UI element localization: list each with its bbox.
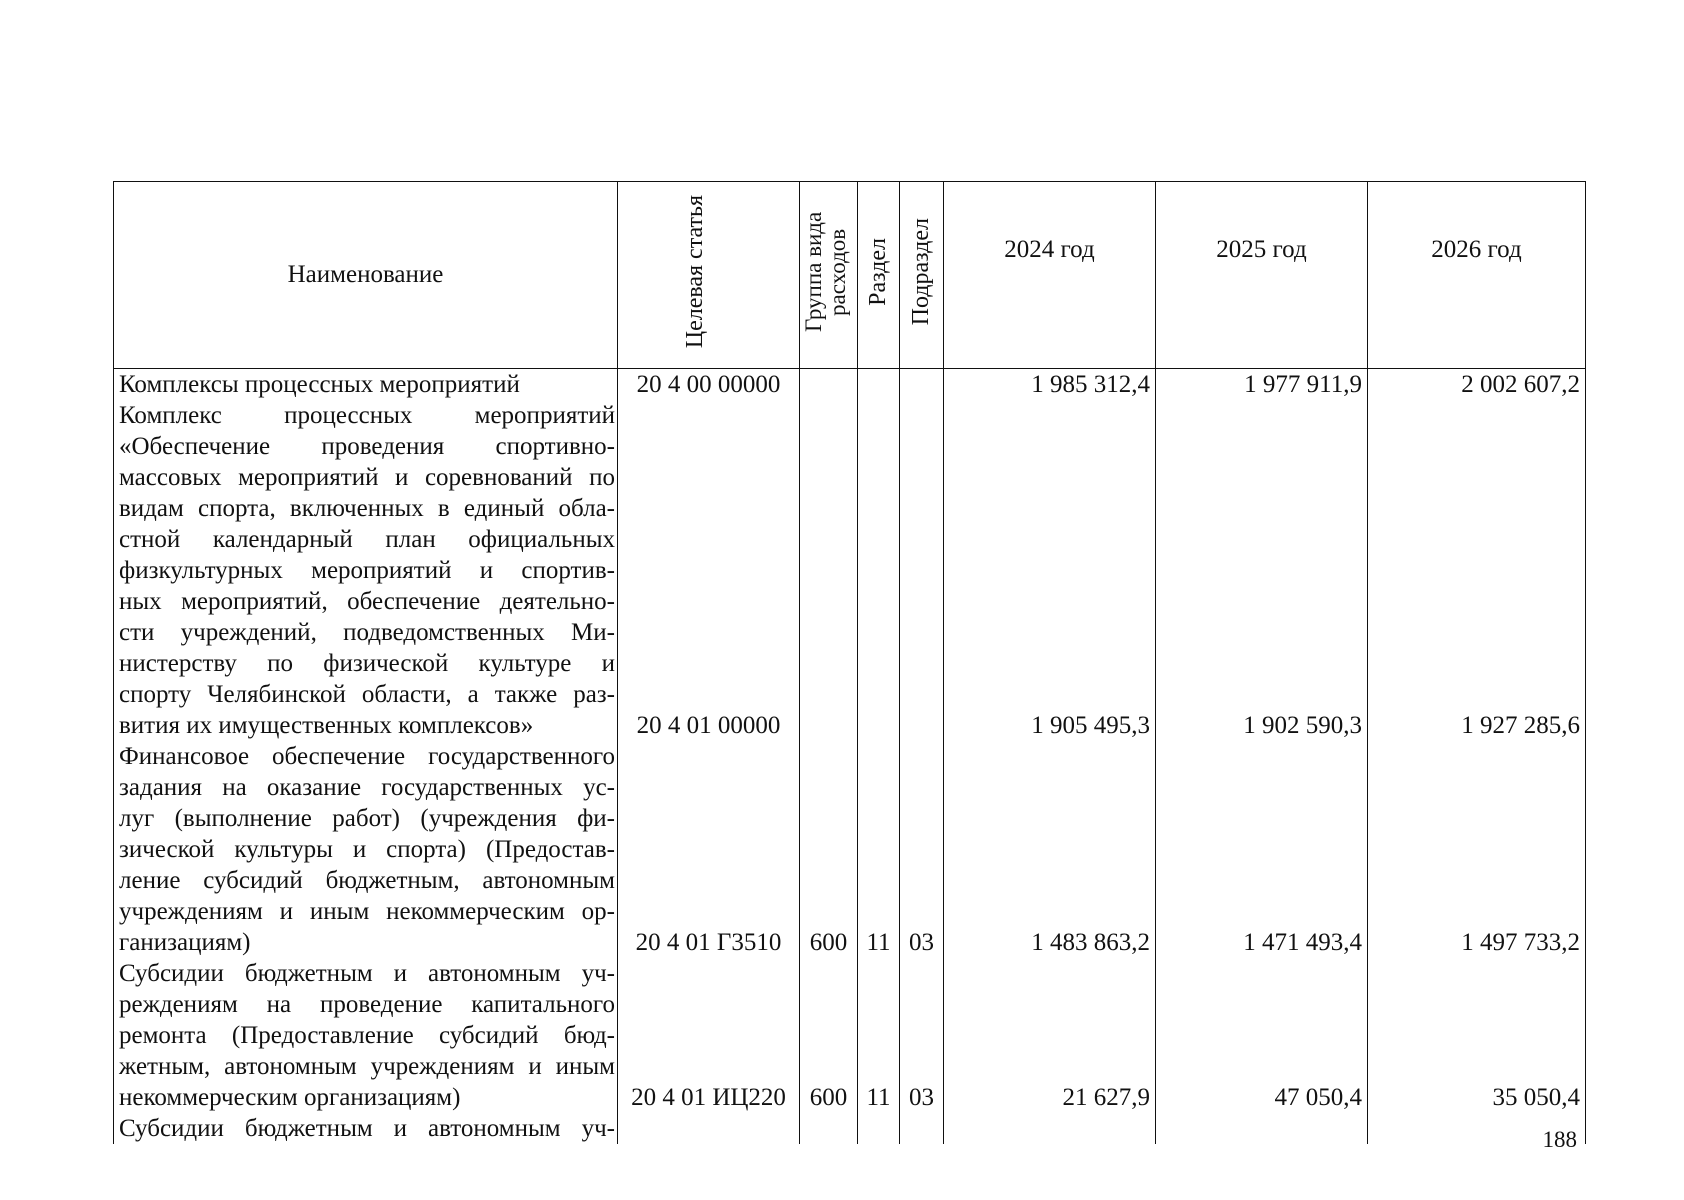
- y2025-column: [1156, 369, 1368, 1145]
- target-cell: 20 4 01 00000: [636, 712, 781, 739]
- amount-cell: 35 050,4: [1492, 1084, 1580, 1111]
- name-para-3: Финансовое обеспечение государственного задания на оказание государственных ус- луг (выполнение работ) (учреждения фи- зической культуры и спорта) (Предостав- ление субсидий бюджетным, автономным учреждениям и иным некоммерческим ор- ганизациям): [119, 743, 615, 956]
- amount-cell: 1 977 911,9: [1244, 371, 1362, 398]
- y2024-column: [944, 369, 1156, 1145]
- subsection-column: [900, 369, 944, 1145]
- subsection-cell: 03: [909, 929, 934, 956]
- target-cell: 20 4 01 ИЦ220: [631, 1084, 786, 1111]
- amount-cell: 1 902 590,3: [1243, 712, 1362, 739]
- header-2024: 2024 год: [944, 182, 1156, 369]
- amount-cell: 1 483 863,2: [1031, 929, 1150, 956]
- body-row: [114, 369, 1586, 1145]
- header-name: Наименование: [114, 182, 618, 369]
- header-section: Раздел: [858, 182, 900, 369]
- header-row: [114, 182, 1586, 369]
- amount-cell: 1 471 493,4: [1243, 929, 1362, 956]
- group-column: [800, 369, 858, 1145]
- header-2025: 2025 год: [1156, 182, 1368, 369]
- amount-cell: 1 927 285,6: [1461, 712, 1580, 739]
- name-column: [114, 369, 618, 1145]
- section-cell: 11: [866, 1084, 891, 1111]
- group-cell: 600: [809, 929, 848, 956]
- group-cell: 600: [809, 1084, 848, 1111]
- name-para-4: Субсидии бюджетным и автономным уч- реждениям на проведение капитального ремонта (Предоставление субсидий бюд- жетным, автономным учреждениям и иным некоммерческим организациям): [119, 960, 615, 1111]
- amount-cell: 2 002 607,2: [1461, 371, 1580, 398]
- page-number: 188: [1542, 1127, 1577, 1152]
- amount-cell: 1 497 733,2: [1461, 929, 1580, 956]
- header-subsection: Подраздел: [900, 182, 944, 369]
- y2026-column: [1368, 369, 1586, 1145]
- target-column: [618, 369, 800, 1145]
- amount-cell: 1 985 312,4: [1031, 371, 1150, 398]
- amount-cell: 21 627,9: [1062, 1084, 1150, 1111]
- amount-cell: 47 050,4: [1274, 1084, 1362, 1111]
- header-target: Целевая статья: [618, 182, 800, 369]
- name-para-2: Комплекс процессных мероприятий «Обеспечение проведения спортивно- массовых мероприятий и соревнований по видам спорта, включенных в единый обла- стной календарный план официальных физкультурных мероприятий и спортив- ных мероприятий, обеспечение деятельно- сти учреждений, подведомственных Ми- нистерству по физической культуре и спорту Челябинской области, а также раз- вития их имущественных комплексов»: [119, 402, 615, 739]
- target-cell: 20 4 01 Г3510: [635, 929, 782, 956]
- budget-table: [113, 181, 1586, 1144]
- header-group: Группа вида расходов: [800, 182, 858, 369]
- amount-cell: 1 905 495,3: [1031, 712, 1150, 739]
- subsection-cell: 03: [909, 1084, 934, 1111]
- name-para-5: Субсидии бюджетным и автономным уч-: [119, 1115, 615, 1142]
- target-cell: 20 4 00 00000: [636, 371, 781, 398]
- name-para-1: Комплексы процессных мероприятий: [119, 371, 520, 398]
- section-column: [858, 369, 900, 1145]
- section-cell: 11: [866, 929, 891, 956]
- header-2026: 2026 год: [1368, 182, 1586, 369]
